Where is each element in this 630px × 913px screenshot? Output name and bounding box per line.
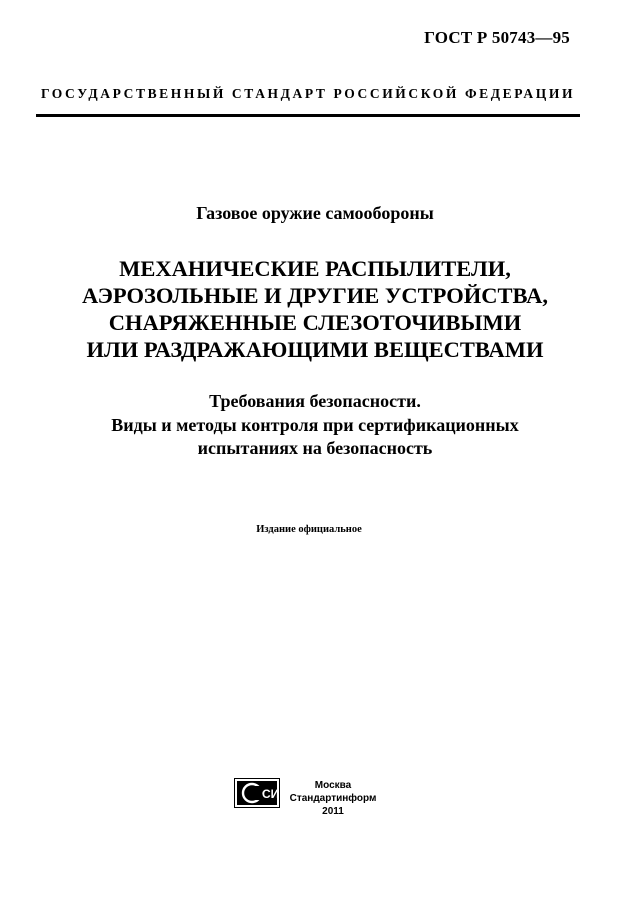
standartinform-logo-icon	[234, 778, 280, 808]
publisher-city: Москва	[314, 780, 352, 791]
requirements-title	[0, 390, 630, 461]
gost-code: ГОСТ Р 50743—95	[424, 28, 570, 47]
state-standard-heading: ГОСУДАРСТВЕННЫЙ СТАНДАРТ РОССИЙСКОЙ ФЕДЕРАЦИИ	[40, 86, 576, 101]
requirements-line: испытаниях на безопасность	[197, 438, 433, 458]
main-title-line: АЭРОЗОЛЬНЫЕ И ДРУГИЕ УСТРОЙСТВА,	[81, 283, 549, 308]
edition-note: Издание официальное	[256, 524, 362, 535]
main-title-line: МЕХАНИЧЕСКИЕ РАСПЫЛИТЕЛИ,	[119, 256, 511, 281]
header-divider	[36, 114, 580, 117]
requirements-line: Виды и методы контроля при сертификационных	[111, 414, 519, 435]
publisher-name: Стандартинформ	[289, 793, 377, 804]
publisher-block	[278, 779, 388, 818]
logo-letters: СИ	[262, 787, 280, 801]
main-title-line: ИЛИ РАЗДРАЖАЮЩИМИ ВЕЩЕСТВАМИ	[86, 337, 544, 362]
subject-title: Газовое оружие самообороны	[196, 203, 434, 223]
main-title	[0, 255, 630, 363]
main-title-line: СНАРЯЖЕННЫЕ СЛЕЗОТОЧИВЫМИ	[108, 310, 522, 335]
publisher-year: 2011	[322, 806, 344, 817]
requirements-line: Требования безопасности.	[209, 391, 421, 411]
